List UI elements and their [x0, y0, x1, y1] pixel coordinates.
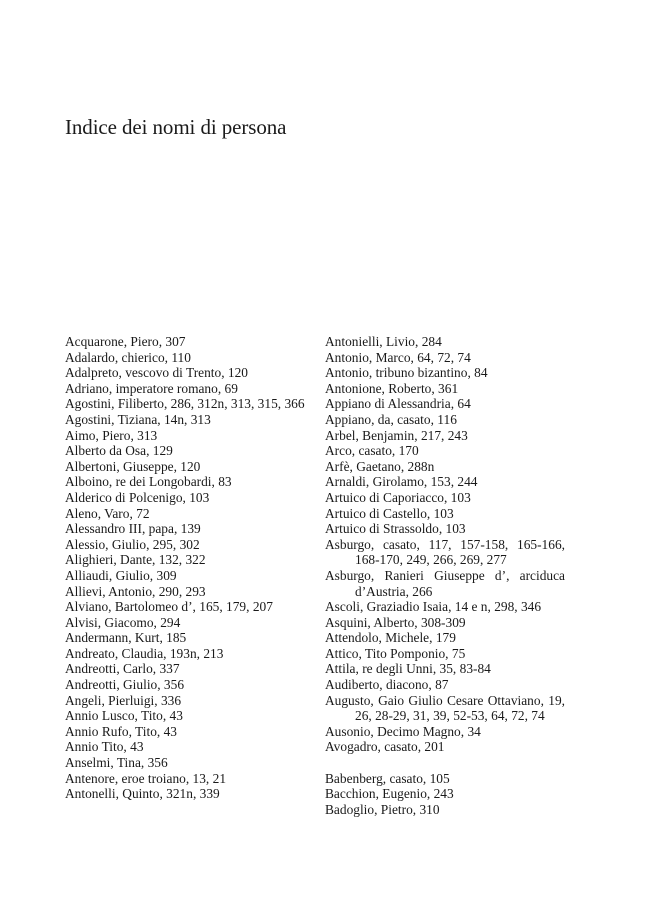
- index-entry: Ascoli, Graziadio Isaia, 14 e n, 298, 346: [325, 599, 542, 615]
- index-entry: Artuico di Strassoldo, 103: [325, 521, 466, 537]
- page-title: Indice dei nomi di persona: [65, 115, 287, 139]
- index-entry: Alderico di Polcenigo, 103: [65, 489, 210, 505]
- index-entry: Alvisi, Giacomo, 294: [65, 614, 181, 630]
- index-entry: Adalardo, chierico, 110: [65, 349, 191, 365]
- index-entry: Allievi, Antonio, 290, 293: [65, 583, 206, 599]
- index-entry: Alberto da Osa, 129: [65, 443, 173, 459]
- index-entry: Andermann, Kurt, 185: [65, 630, 187, 646]
- index-entry: Audiberto, diacono, 87: [325, 677, 449, 693]
- index-entry: Appiano, da, casato, 116: [325, 411, 457, 427]
- index-entry: Antonielli, Livio, 284: [325, 334, 442, 349]
- index-column-left: [65, 334, 305, 802]
- index-entry: Augusto, Gaio Giulio Cesare Ottaviano, 19, 26, 28-29, 31, 39, 52-53, 64, 72, 74: [325, 692, 565, 724]
- index-entry: Adalpreto, vescovo di Trento, 120: [65, 365, 248, 381]
- index-entry: Adriano, imperatore romano, 69: [65, 380, 238, 396]
- index-entry: Asburgo, casato, 117, 157-158, 165-166, 168-170, 249, 266, 269, 277: [325, 536, 565, 568]
- index-entry: Babenberg, casato, 105: [325, 770, 450, 786]
- index-entry: Albertoni, Giuseppe, 120: [65, 458, 201, 474]
- index-entry: Annio Tito, 43: [65, 739, 144, 755]
- index-entry: Antonelli, Quinto, 321n, 339: [65, 786, 220, 802]
- index-entry: Arnaldi, Girolamo, 153, 244: [325, 474, 478, 490]
- index-entry: Badoglio, Pietro, 310: [325, 801, 440, 817]
- index-entry: Andreotti, Carlo, 337: [65, 661, 180, 677]
- index-entry: Artuico di Caporiacco, 103: [325, 489, 471, 505]
- index-entry: Alighieri, Dante, 132, 322: [65, 552, 206, 568]
- index-entry: Asquini, Alberto, 308-309: [325, 614, 466, 630]
- index-entry: Antenore, eroe troiano, 13, 21: [65, 770, 227, 786]
- index-entry: Angeli, Pierluigi, 336: [65, 692, 182, 708]
- index-entry: Bacchion, Eugenio, 243: [325, 786, 454, 802]
- index-entry: Alviano, Bartolomeo d’, 165, 179, 207: [65, 599, 273, 615]
- index-entry: Asburgo, Ranieri Giuseppe d’, arciduca d’Austria, 266: [325, 567, 565, 599]
- index-entry: Alessio, Giulio, 295, 302: [65, 536, 200, 552]
- index-entry: Alessandro III, papa, 139: [65, 521, 201, 537]
- index-entry: Annio Rufo, Tito, 43: [65, 723, 177, 739]
- index-entry: Antonio, Marco, 64, 72, 74: [325, 349, 471, 365]
- index-entry: Arco, casato, 170: [325, 443, 419, 459]
- index-entry: Arfè, Gaetano, 288n: [325, 458, 435, 474]
- index-entry: Acquarone, Piero, 307: [65, 334, 186, 349]
- index-entry: Attendolo, Michele, 179: [325, 630, 456, 646]
- index-entry: Attico, Tito Pomponio, 75: [325, 645, 466, 661]
- index-entry: Alboino, re dei Longobardi, 83: [65, 474, 232, 490]
- index-entry: Artuico di Castello, 103: [325, 505, 454, 521]
- index-entry: Aleno, Varo, 72: [65, 505, 150, 521]
- index-entry: Agostini, Filiberto, 286, 312n, 313, 315, 366: [65, 396, 305, 412]
- index-entry: Antonio, tribuno bizantino, 84: [325, 365, 488, 381]
- index-entry: Avogadro, casato, 201: [325, 739, 445, 755]
- index-entry: Annio Lusco, Tito, 43: [65, 708, 183, 724]
- index-entry: Arbel, Benjamin, 217, 243: [325, 427, 468, 443]
- index-column-right: [325, 334, 565, 817]
- index-entry: Ausonio, Decimo Magno, 34: [325, 723, 481, 739]
- index-entry: Agostini, Tiziana, 14n, 313: [65, 411, 211, 427]
- index-entry: Andreotti, Giulio, 356: [65, 677, 185, 693]
- index-entry: Andreato, Claudia, 193n, 213: [65, 645, 224, 661]
- index-entry: Anselmi, Tina, 356: [65, 755, 168, 771]
- index-entry: Antonione, Roberto, 361: [325, 380, 459, 396]
- index-entry: Alliaudi, Giulio, 309: [65, 567, 177, 583]
- index-entry: Appiano di Alessandria, 64: [325, 396, 471, 412]
- index-entry: Attila, re degli Unni, 35, 83-84: [325, 661, 491, 677]
- index-entry: Aimo, Piero, 313: [65, 427, 158, 443]
